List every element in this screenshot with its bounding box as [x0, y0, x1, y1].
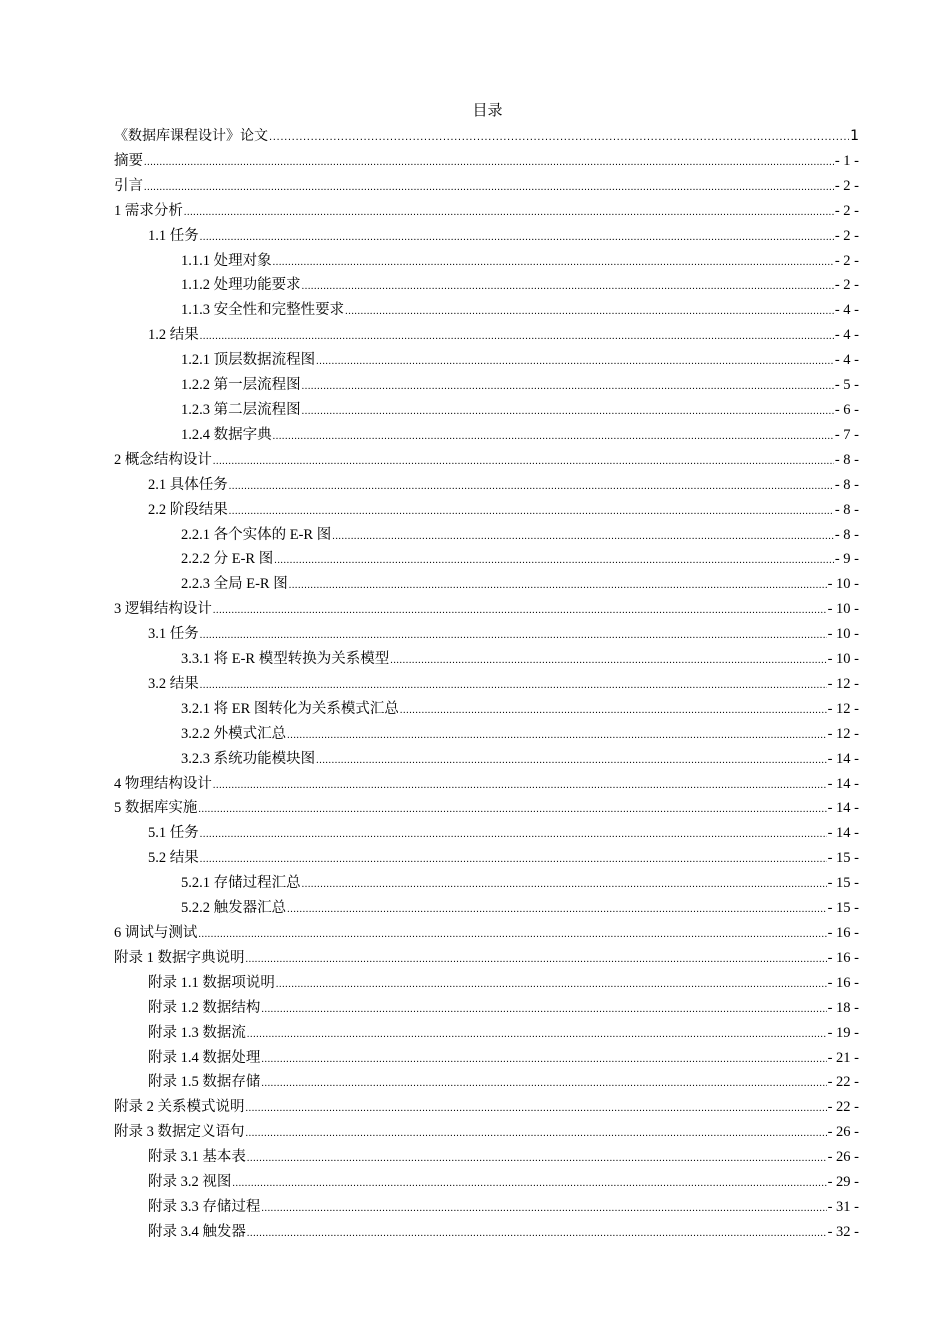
toc-page-number: - 1 - [834, 152, 859, 169]
toc-page-number: - 14 - [827, 825, 859, 842]
toc-entry-title: 1.1 任务 [148, 227, 199, 244]
dot-leader [261, 998, 826, 1023]
dot-leader [316, 749, 826, 774]
toc-entry[interactable] [114, 174, 859, 199]
toc-entry[interactable] [114, 1021, 859, 1046]
toc-entry-title: 引言 [114, 177, 143, 194]
dot-leader [229, 500, 834, 525]
toc-entry[interactable] [114, 298, 859, 323]
toc-entry[interactable] [114, 896, 859, 921]
toc-entry-title: 1.1.3 安全性和完整性要求 [181, 302, 345, 319]
toc-entry[interactable] [114, 498, 859, 523]
toc-page-number: - 26 - [827, 1149, 859, 1166]
toc-entry[interactable] [114, 348, 859, 373]
toc-page-number: - 32 - [827, 1223, 859, 1240]
toc-page-number: - 10 - [827, 601, 859, 618]
toc-entry-title: 附录 1.4 数据处理 [148, 1049, 261, 1066]
toc-entry-title: 3.2 结果 [148, 675, 199, 692]
dot-leader [287, 898, 826, 923]
toc-page-number: - 12 - [827, 675, 859, 692]
toc-page-number: - 21 - [827, 1049, 859, 1066]
dot-leader [261, 1197, 826, 1222]
toc-entry-title: 3.2.1 将 ER 图转化为关系模式汇总 [181, 700, 399, 717]
toc-page-number: - 8 - [834, 451, 859, 468]
toc-entry-title: 3.2.2 外模式汇总 [181, 725, 287, 742]
dot-leader [332, 525, 834, 550]
toc-page-number: - 22 - [827, 1074, 859, 1091]
dot-leader [302, 400, 834, 425]
toc-page-number: - 16 - [827, 974, 859, 991]
toc-page-number: - 8 - [834, 501, 859, 518]
toc-page-number: - 2 - [834, 252, 859, 269]
toc-entry[interactable] [114, 597, 859, 622]
toc-entry-title: 2.2 阶段结果 [148, 501, 228, 518]
dot-leader [144, 176, 834, 201]
toc-page-number: - 29 - [827, 1174, 859, 1191]
toc-entry-title: 附录 3 数据定义语句 [114, 1124, 245, 1141]
toc-entry[interactable] [114, 1120, 859, 1145]
toc-entry[interactable] [114, 473, 859, 498]
toc-entry[interactable] [114, 747, 859, 772]
toc-entry[interactable] [114, 1046, 859, 1071]
dot-leader [287, 724, 826, 749]
toc-entry-title: 2.2.3 全局 E-R 图 [181, 576, 288, 593]
dot-leader [232, 1172, 826, 1197]
dot-leader [200, 624, 827, 649]
toc-entry[interactable] [114, 523, 859, 548]
dot-leader [400, 699, 827, 724]
toc-page-number: - 5 - [834, 377, 859, 394]
toc-page-number: - 2 - [834, 177, 859, 194]
dot-leader [289, 574, 827, 599]
toc-entry[interactable] [114, 796, 859, 821]
toc-page-number: - 2 - [834, 202, 859, 219]
dot-leader [261, 1072, 826, 1097]
toc-entry[interactable] [114, 547, 859, 572]
toc-entry[interactable] [114, 448, 859, 473]
toc-page-number: - 8 - [834, 526, 859, 543]
toc-entry-title: 3.1 任务 [148, 626, 199, 643]
toc-page-number: - 14 - [827, 775, 859, 792]
toc-entry-title: 附录 1 数据字典说明 [114, 949, 245, 966]
toc-entry[interactable] [114, 1070, 859, 1095]
dot-leader [345, 300, 834, 325]
toc-entry[interactable] [114, 871, 859, 896]
toc-title: 目录 [472, 103, 503, 119]
toc-entry[interactable] [114, 821, 859, 846]
toc-entry[interactable] [114, 273, 859, 298]
toc-entry-title: 摘要 [114, 152, 143, 169]
toc-page-number: - 2 - [834, 277, 859, 294]
toc-page-number: - 4 - [834, 327, 859, 344]
toc-page-number: - 9 - [834, 551, 859, 568]
table-of-contents [114, 124, 859, 1245]
toc-page-number: - 31 - [827, 1198, 859, 1215]
toc-page-number: - 4 - [834, 302, 859, 319]
toc-entry[interactable] [114, 572, 859, 597]
toc-entry[interactable] [114, 971, 859, 996]
toc-entry[interactable] [114, 772, 859, 797]
dot-leader [200, 848, 827, 873]
dot-leader [213, 450, 834, 475]
toc-entry-title: 附录 3.2 视图 [148, 1174, 232, 1191]
toc-entry[interactable] [114, 647, 859, 672]
toc-entry[interactable] [114, 1195, 859, 1220]
toc-entry-title: 3.3.1 将 E-R 模型转换为关系模型 [181, 651, 390, 668]
dot-leader [273, 425, 834, 450]
toc-entry[interactable] [114, 149, 859, 174]
toc-entry[interactable] [114, 1170, 859, 1195]
dot-leader [246, 1122, 827, 1147]
toc-page-number: - 15 - [827, 900, 859, 917]
toc-entry-title: 3.2.3 系统功能模块图 [181, 750, 316, 767]
toc-entry[interactable] [114, 672, 859, 697]
dot-leader [302, 275, 834, 300]
dot-leader [302, 873, 827, 898]
toc-page-number: - 4 - [834, 352, 859, 369]
toc-page-number: - 8 - [834, 476, 859, 493]
dot-leader [200, 226, 834, 251]
toc-entry[interactable] [114, 323, 859, 348]
toc-page-number: - 19 - [827, 1024, 859, 1041]
toc-entry-title: 附录 3.1 基本表 [148, 1149, 246, 1166]
toc-entry[interactable] [114, 1145, 859, 1170]
toc-page-number: - 18 - [827, 999, 859, 1016]
toc-entry-title: 3 逻辑结构设计 [114, 601, 212, 618]
toc-entry[interactable] [114, 124, 859, 149]
toc-entry-title: 附录 1.5 数据存储 [148, 1074, 261, 1091]
toc-entry-title: 2.1 具体任务 [148, 476, 228, 493]
toc-entry[interactable] [114, 697, 859, 722]
dot-leader [198, 923, 826, 948]
toc-page-number: - 12 - [827, 725, 859, 742]
dot-leader [316, 350, 834, 375]
toc-entry-title: 1.2.4 数据字典 [181, 426, 272, 443]
dot-leader [274, 549, 834, 574]
toc-page-number: - 16 - [827, 925, 859, 941]
toc-page-number: - 22 - [827, 1099, 859, 1116]
dot-leader [246, 948, 827, 973]
dot-leader [276, 973, 827, 998]
toc-page-number: - 10 - [827, 651, 859, 668]
toc-page-number: - 16 - [827, 949, 859, 966]
toc-entry-title: 附录 1.2 数据结构 [148, 999, 261, 1016]
toc-page-number: - 14 - [827, 750, 859, 767]
toc-entry[interactable] [114, 199, 859, 224]
dot-leader [200, 674, 827, 699]
toc-entry[interactable] [114, 722, 859, 747]
toc-page-number: - 14 - [827, 800, 859, 817]
dot-leader [247, 1147, 827, 1172]
dot-leader [269, 126, 849, 151]
toc-entry-title: 2 概念结构设计 [114, 451, 212, 468]
toc-entry-title: 5.2 结果 [148, 850, 199, 867]
toc-entry-title: 附录 2 关系模式说明 [114, 1099, 245, 1116]
toc-page-number: 1 [850, 128, 859, 144]
toc-entry[interactable] [114, 373, 859, 398]
toc-entry-title: 附录 1.1 数据项说明 [148, 974, 275, 991]
dot-leader [213, 599, 827, 624]
toc-entry-title: 1.1.1 处理对象 [181, 252, 272, 269]
dot-leader [247, 1023, 827, 1048]
toc-entry-title: 2.2.1 各个实体的 E-R 图 [181, 526, 332, 543]
toc-entry-title: 4 物理结构设计 [114, 775, 212, 792]
toc-entry-title: 5.2.2 触发器汇总 [181, 900, 287, 917]
dot-leader [302, 375, 834, 400]
dot-leader [198, 798, 826, 823]
toc-page-number: - 7 - [834, 426, 859, 443]
toc-entry-title: 1.2.1 顶层数据流程图 [181, 352, 316, 369]
toc-entry-title: 5 数据库实施 [114, 800, 198, 817]
toc-entry[interactable] [114, 398, 859, 423]
dot-leader [213, 774, 827, 799]
toc-page-number: - 2 - [834, 227, 859, 244]
dot-leader [144, 151, 834, 176]
toc-page-number: - 26 - [827, 1124, 859, 1141]
toc-entry[interactable] [114, 622, 859, 647]
toc-page-number: - 15 - [827, 875, 859, 892]
dot-leader [273, 251, 834, 276]
toc-page-number: - 10 - [827, 626, 859, 643]
toc-page-number: - 6 - [834, 401, 859, 418]
toc-entry-title: 5.2.1 存储过程汇总 [181, 875, 301, 892]
toc-entry-title: 2.2.2 分 E-R 图 [181, 551, 274, 568]
toc-entry-title: 1 需求分析 [114, 202, 183, 219]
toc-entry[interactable] [114, 846, 859, 871]
toc-entry-title: 1.1.2 处理功能要求 [181, 277, 301, 294]
toc-entry-title: 6 调试与测试 [114, 925, 198, 941]
toc-entry[interactable] [114, 1220, 859, 1245]
toc-entry-title: 1.2 结果 [148, 327, 199, 344]
dot-leader [247, 1222, 827, 1247]
toc-entry[interactable] [114, 249, 859, 274]
toc-entry[interactable] [114, 921, 859, 946]
toc-entry[interactable] [114, 996, 859, 1021]
dot-leader [184, 201, 834, 226]
toc-entry[interactable] [114, 946, 859, 971]
toc-entry-title: 《数据库课程设计》论文 [114, 128, 268, 144]
dot-leader [390, 649, 826, 674]
toc-page-number: - 12 - [827, 700, 859, 717]
toc-entry-title: 1.2.2 第一层流程图 [181, 377, 301, 394]
toc-entry-title: 1.2.3 第二层流程图 [181, 401, 301, 418]
toc-entry[interactable] [114, 224, 859, 249]
dot-leader [200, 823, 827, 848]
toc-entry-title: 附录 3.3 存储过程 [148, 1198, 261, 1215]
toc-page-number: - 10 - [827, 576, 859, 593]
toc-page-number: - 15 - [827, 850, 859, 867]
toc-entry[interactable] [114, 423, 859, 448]
toc-entry-title: 5.1 任务 [148, 825, 199, 842]
toc-entry-title: 附录 1.3 数据流 [148, 1024, 246, 1041]
toc-entry-title: 附录 3.4 触发器 [148, 1223, 246, 1240]
dot-leader [261, 1048, 826, 1073]
toc-entry[interactable] [114, 1095, 859, 1120]
dot-leader [229, 475, 834, 500]
dot-leader [200, 325, 834, 350]
dot-leader [246, 1097, 827, 1122]
